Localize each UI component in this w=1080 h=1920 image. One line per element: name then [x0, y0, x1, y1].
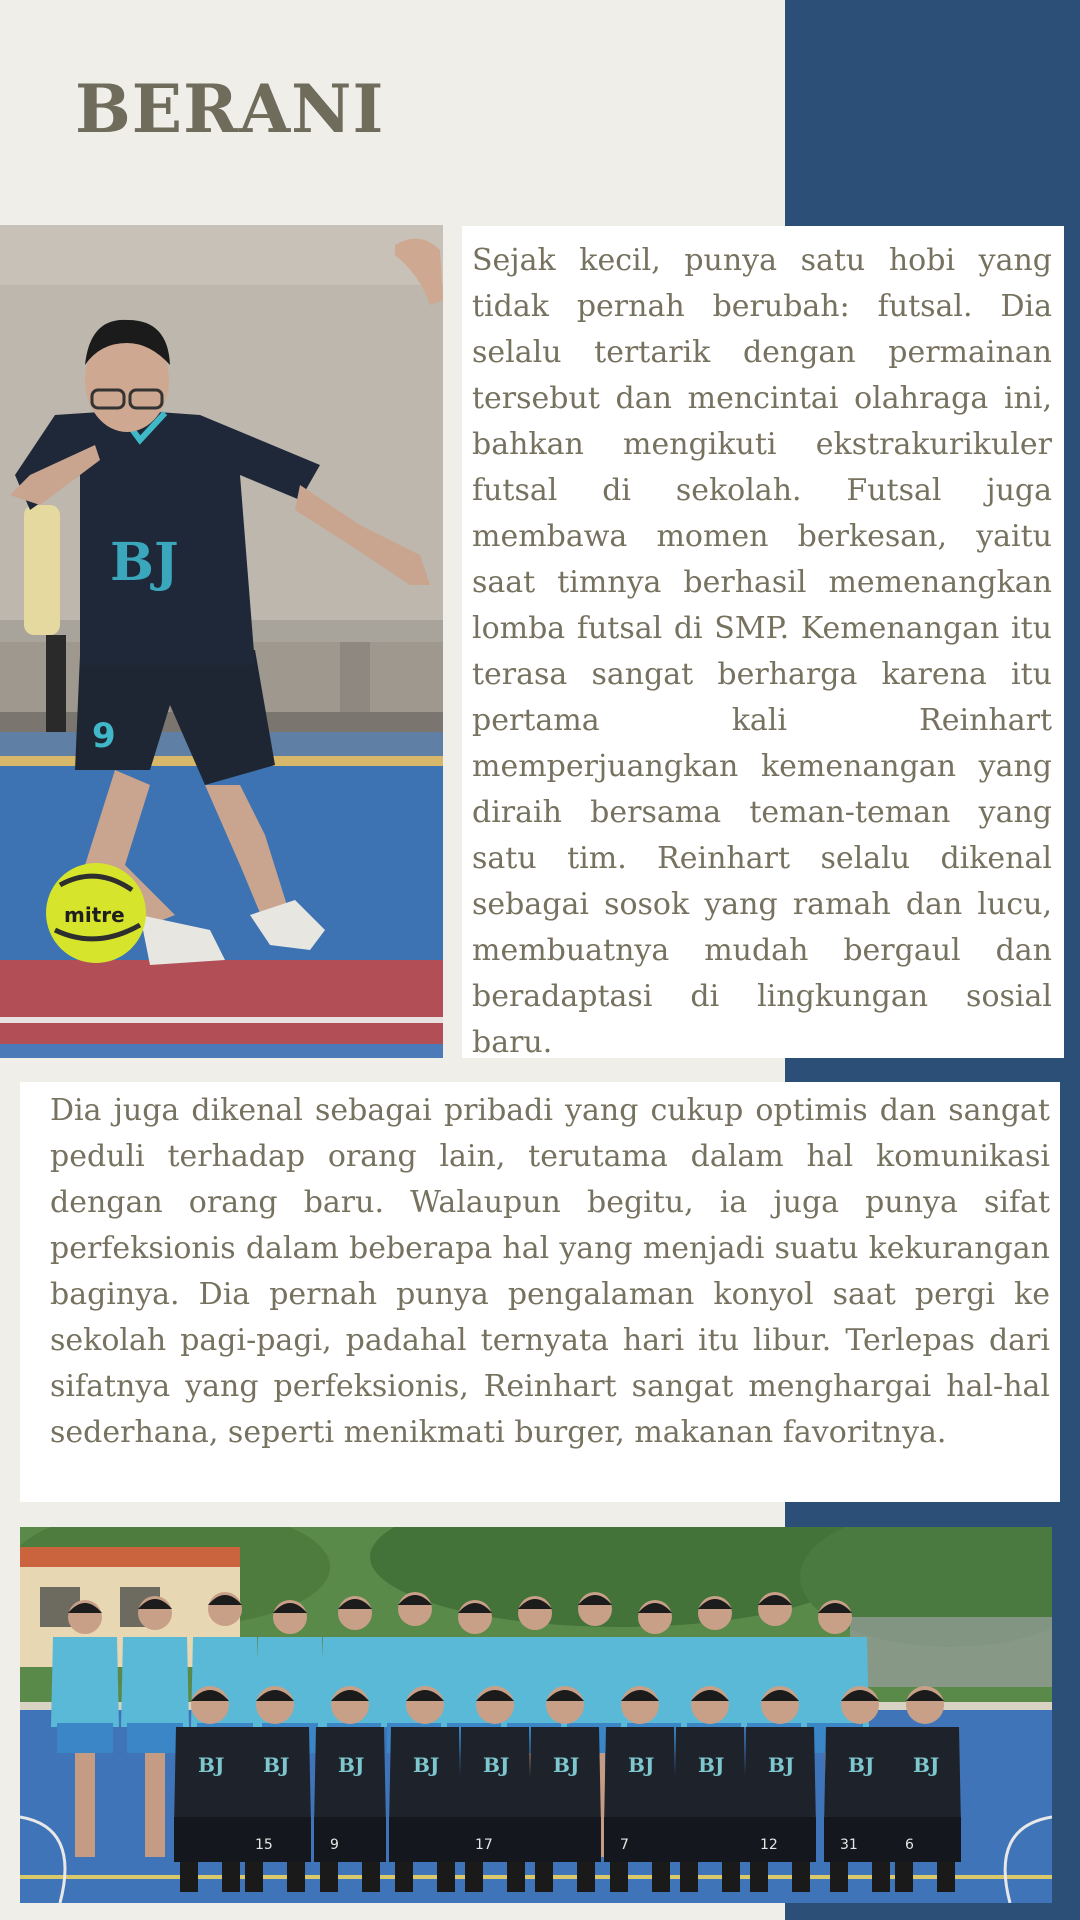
- paragraph-intro: Sejak kecil, punya satu hobi yang tidak pernah berubah: futsal. Dia selalu tertarik dengan permainan tersebut dan mencintai olahraga ini, bahkan mengikuti ekstrakurikuler futsal di sekolah. Futsal juga membawa momen berkesan, yaitu saat timnya berhasil memenangkan lomba futsal di SMP. Kemenangan itu terasa sangat berharga karena itu pertama kali Reinhart memperjuangkan kemenangan yang diraih bersama teman-teman yang satu tim. Reinhart selalu dikenal sebagai sosok yang ramah dan lucu, membuatnya mudah bergaul dan beradaptasi di lingkungan sosial baru.: [472, 243, 1052, 1060]
- team-jersey-logo: BJ: [768, 1753, 795, 1777]
- team-shorts-number: 6: [905, 1837, 914, 1853]
- paragraph-personality: Dia juga dikenal sebagai pribadi yang cukup optimis dan sangat peduli terhadap orang lain, terutama dalam hal komunikasi dengan orang baru. Walaupun begitu, ia juga punya sifat perfeksionis dalam beberapa hal yang menjadi suatu kekurangan baginya. Dia pernah punya pengalaman konyol saat pergi ke sekolah pagi-pagi, padahal ternyata hari itu libur. Terlepas dari sifatnya yang perfeksionis, Reinhart sangat menghargai hal-hal sederhana, seperti menikmati burger, makanan favoritnya.: [50, 1093, 1050, 1450]
- team-jersey-logo: BJ: [483, 1753, 510, 1777]
- text-box-personality: [20, 1082, 1060, 1502]
- team-jersey-logo: BJ: [913, 1753, 940, 1777]
- team-jersey-logo: BJ: [198, 1753, 225, 1777]
- team-jersey-logo: BJ: [263, 1753, 290, 1777]
- team-jersey-logo: BJ: [628, 1753, 655, 1777]
- player-photo: [0, 225, 443, 1058]
- team-shorts-number: 7: [620, 1837, 629, 1853]
- page-title: BERANI: [75, 70, 385, 148]
- text-box-intro: [462, 226, 1064, 1058]
- team-photo: [20, 1527, 1052, 1903]
- team-jersey-logo: BJ: [553, 1753, 580, 1777]
- team-shorts-number: 15: [255, 1837, 273, 1853]
- player-jersey-number: 9: [92, 716, 116, 756]
- team-jersey-logo: BJ: [698, 1753, 725, 1777]
- team-jersey-logo: BJ: [338, 1753, 365, 1777]
- team-jersey-logo: BJ: [848, 1753, 875, 1777]
- team-shorts-number: 9: [330, 1837, 339, 1853]
- team-jersey-logo: BJ: [413, 1753, 440, 1777]
- team-shorts-number: 17: [475, 1837, 493, 1853]
- team-shorts-number: 12: [760, 1837, 778, 1853]
- player-jersey-logo: BJ: [110, 532, 179, 593]
- team-shorts-number: 31: [840, 1837, 858, 1853]
- ball-brand: mitre: [64, 903, 125, 927]
